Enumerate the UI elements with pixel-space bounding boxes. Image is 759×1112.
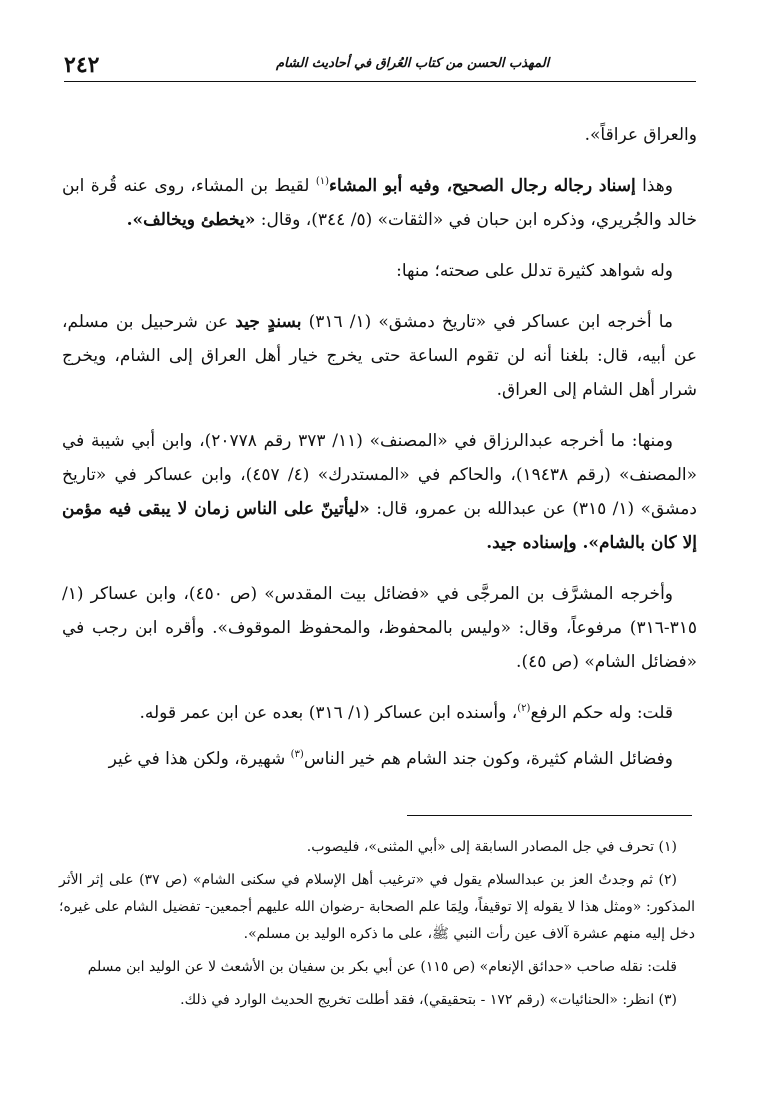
running-title: المهذب الحسن من كتاب العُراق في أحاديث الشام	[276, 56, 550, 71]
page-number: ٢٤٢	[64, 52, 100, 78]
footnote-ref-2[interactable]: (٢)	[517, 703, 531, 714]
footnote-2-remark: قلت: نقله صاحب «حدائق الإنعام» (ص ١١٥) عن أبي بكر بن سفيان بن الأشعث لا عن الوليد ابن مسلم	[87, 959, 677, 975]
footnote-3: (٣) انظر: «الحنائيات» (رقم ١٧٢ - بتحقيقي)، فقد أطلت تخريج الحديث الوارد في ذلك.	[180, 992, 677, 1008]
paragraph-6	[62, 577, 697, 679]
paragraph-7-text-b: ، وأسنده ابن عساكر (١/ ٣١٦) بعده عن ابن عمر قوله.	[139, 703, 518, 723]
paragraph-1	[62, 118, 697, 152]
paragraph-8-text-b: شهيرة، ولكن هذا في غير	[108, 749, 291, 769]
paragraph-2-bold-a: إسناد رجاله رجال الصحيح، وفيه أبو المشاء	[329, 176, 636, 196]
footnote-1: (١) تحرف في جل المصادر السابقة إلى «أبي المثنى»، فليصوب.	[306, 839, 677, 855]
paragraph-8-text-a: وفضائل الشام كثيرة، وكون جند الشام هم خير الناس	[303, 749, 673, 769]
paragraph-8	[62, 742, 697, 776]
paragraph-1-text: والعراق عراقاً».	[584, 125, 697, 145]
footnote-ref-3[interactable]: (٣)	[290, 749, 304, 760]
paragraph-3	[62, 254, 697, 288]
paragraph-5-bold: «ليأتينّ على الناس زمان لا يبقى فيه مؤمن إلا كان بالشام». وإسناده جيد.	[62, 499, 697, 553]
paragraph-7-text-a: قلت: وله حكم الرفع	[530, 703, 673, 723]
footnote-2: (٢) ثم وجدتُ العز بن عبدالسلام يقول في «ترغيب أهل الإسلام في سكنى الشام» (ص ٣٧) على إثر الأثر المذكور: «ومثل هذا لا يقوله إلا توقيفاً، ولِمَا علم الصحابة -رضوان الله عليهم أجمعين- تفضيل الشام على غيره؛ دخل إليه منهم عشرة آلاف عين رأت النبي ﷺ، على ما ذكره الوليد بن مسلم».	[59, 872, 695, 942]
paragraph-5	[62, 424, 697, 560]
paragraph-2-bold-b: «يخطئ ويخالف».	[126, 210, 256, 230]
paragraph-2-text-a: وهذا	[635, 176, 673, 196]
paragraph-4	[62, 305, 697, 407]
paragraph-6-text: وأخرجه المشرَّف بن المرجَّى في «فضائل بيت المقدس» (ص ٤٥٠)، وابن عساكر (١/ ٣١٥-٣١٦) مرفوعاً، وقال: «وليس بالمحفوظ، والمحفوظ الموقوف». وأقره ابن رجب في «فضائل الشام» (ص ٤٥).	[62, 584, 697, 672]
main-text	[62, 118, 697, 793]
page-header	[64, 46, 696, 82]
paragraph-7	[62, 696, 697, 730]
footnote-ref-1[interactable]: (١)	[315, 176, 330, 187]
paragraph-5-text: ومنها: ما أخرجه عبدالرزاق في «المصنف» (١١/ ٣٧٣ رقم ٢٠٧٧٨)، وابن أبي شيبة في «المصنف» (رقم ١٩٤٣٨)، والحاكم في «المستدرك» (٤/ ٤٥٧)، وابن عساكر في «تاريخ دمشق» (١/ ٣١٥) عن عبدالله بن عمرو، قال:	[62, 431, 697, 519]
paragraph-2	[62, 169, 697, 237]
footnotes	[59, 834, 695, 1020]
paragraph-2-text-b: لقيط بن المشاء، روى عنه قُرة ابن خالد والجُريري، وذكره ابن حبان في «الثقات» (٥/ ٣٤٤)، وقال:	[62, 176, 697, 230]
footnote-separator	[407, 815, 692, 816]
paragraph-3-text: وله شواهد كثيرة تدلل على صحته؛ منها:	[396, 261, 673, 281]
paragraph-4-bold: بسندٍ جيد	[235, 312, 302, 332]
paragraph-4-text-b: عن شرحبيل بن مسلم، عن أبيه، قال: بلغنا أنه لن تقوم الساعة حتى يخرج خيار أهل العراق إلى الشام، ويخرج شرار أهل الشام إلى العراق.	[62, 312, 697, 400]
header-rule	[64, 81, 696, 82]
paragraph-4-text-a: ما أخرجه ابن عساكر في «تاريخ دمشق» (١/ ٣١٦)	[301, 312, 674, 332]
